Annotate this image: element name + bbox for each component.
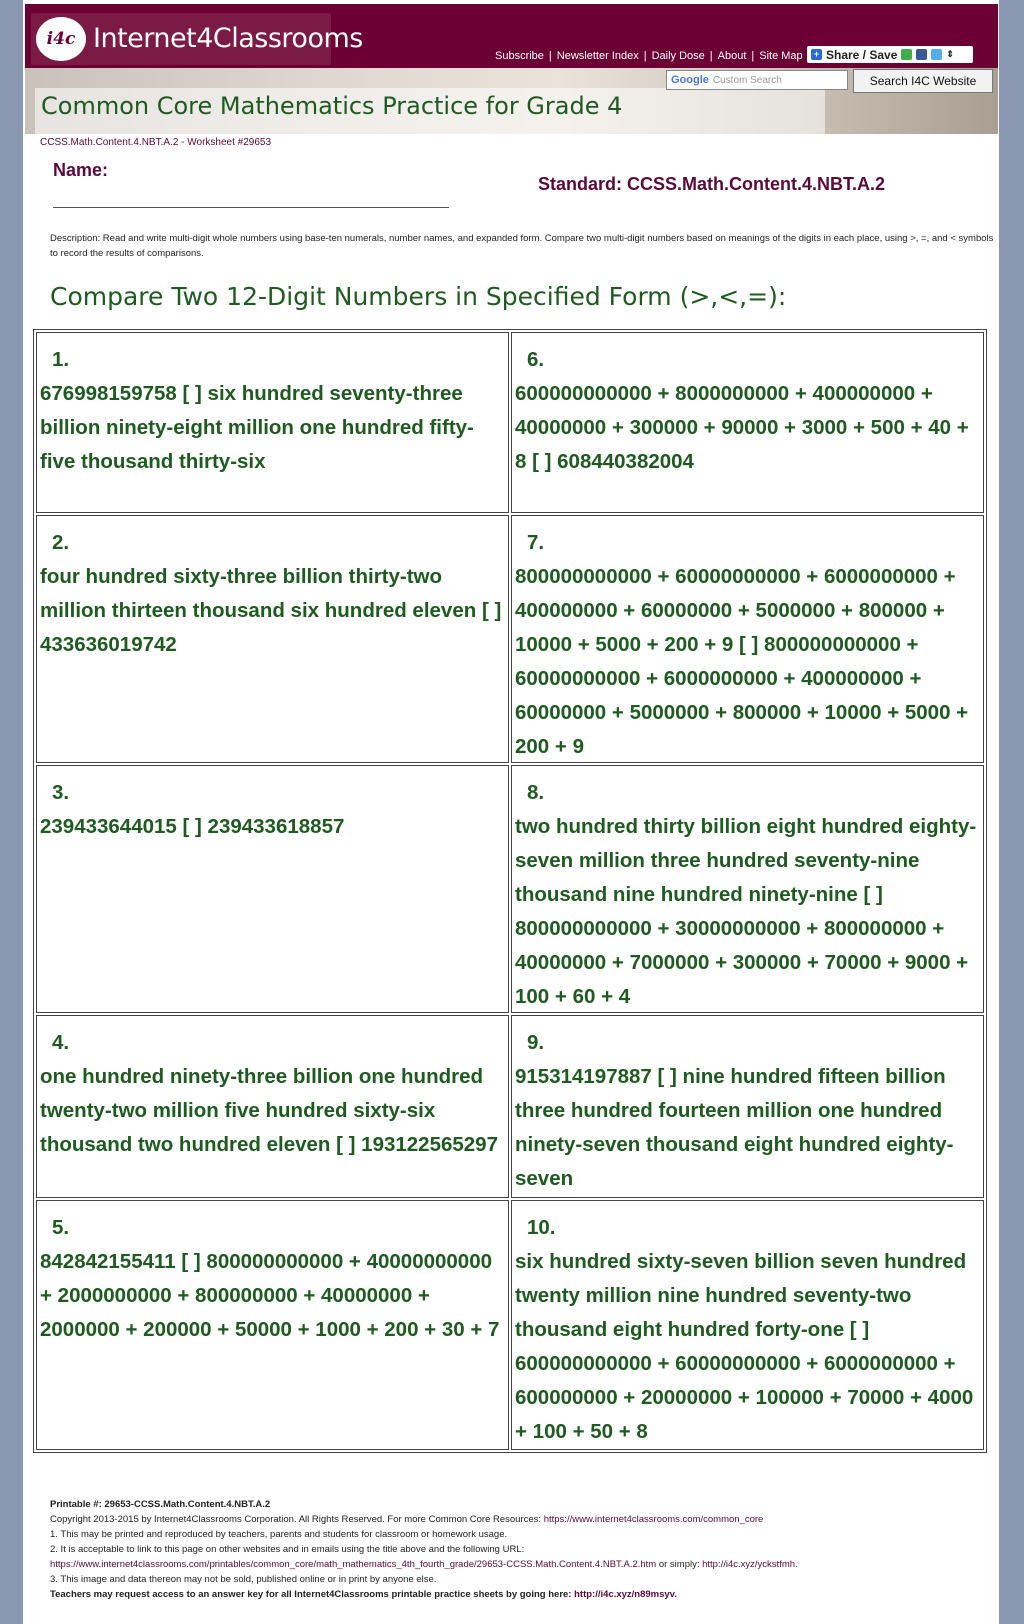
problem-number: 5. xyxy=(52,1216,70,1239)
problem-text: one hundred ninety-three billion one hundred twenty-two million five hundred sixty-six thousand two hundred eleven [ ] 193122565297 xyxy=(40,1065,498,1156)
top-nav xyxy=(495,50,803,62)
page-title: Common Core Mathematics Practice for Grade 4 xyxy=(41,92,623,120)
worksheet-id: CCSS.Math.Content.4.NBT.A.2 - Worksheet #29653 xyxy=(40,137,272,148)
problem-text: 239433644015 [ ] 239433618857 xyxy=(40,815,345,838)
problem-number: 10. xyxy=(527,1216,556,1239)
page-footer xyxy=(50,1497,994,1602)
note-2-urls xyxy=(50,1557,994,1572)
share-label: Share / Save xyxy=(826,47,898,62)
chevron-updown-icon[interactable]: ⇕ xyxy=(946,49,954,59)
share-email-icon[interactable] xyxy=(901,49,912,60)
nav-about[interactable]: About xyxy=(717,50,747,62)
problem-text: 915314197887 [ ] nine hundred fifteen billion three hundred fourteen million one hundred ninety-seven thousand eight hundred eighty-seven xyxy=(515,1065,954,1190)
problem-cell xyxy=(36,1200,509,1450)
problem-text: 676998159758 [ ] six hundred seventy-three billion ninety-eight million one hundred fifty-five thousand thirty-six xyxy=(40,382,474,473)
nav-daily-dose[interactable]: Daily Dose xyxy=(651,50,705,62)
common-core-link[interactable]: https://www.internet4classrooms.com/common_core xyxy=(543,1514,764,1525)
plus-icon: + xyxy=(811,49,822,60)
worksheet-heading: Compare Two 12-Digit Numbers in Specified Form (>,<,=): xyxy=(50,282,787,311)
page-banner xyxy=(25,68,998,134)
answer-key-text: Teachers may request access to an answer key for all Internet4Classrooms printable practice sheets by going here: xyxy=(50,1589,572,1600)
name-line xyxy=(53,207,449,208)
site-header xyxy=(25,4,998,68)
worksheet-url-link[interactable]: https://www.internet4classrooms.com/printables/common_core/math_mathematics_4th_fourth_grade/29653-CCSS.Math.Content.4.NBT.A.2.htm xyxy=(50,1559,657,1570)
problem-cell xyxy=(511,765,984,1013)
problem-cell xyxy=(511,515,984,763)
problem-row xyxy=(36,1015,984,1198)
problem-row xyxy=(36,1200,984,1450)
problem-number: 1. xyxy=(52,348,70,371)
logo-badge: i4c xyxy=(36,17,86,61)
nav-separator: | xyxy=(751,50,755,62)
problem-text: 800000000000 + 60000000000 + 6000000000 + 400000000 + 60000000 + 5000000 + 800000 + 10000 + 5000 + 200 + 9 [ ] 800000000000 + 60000000000 + 6000000000 + 400000000 + 60000000 + 5000000 + 800000 + 10000 + 5000 + 200 + 9 xyxy=(515,565,969,758)
note-2-or: or simply: xyxy=(658,1559,700,1570)
search-button[interactable]: Search I4C Website xyxy=(853,69,993,93)
twitter-icon[interactable] xyxy=(931,49,942,60)
problem-number: 7. xyxy=(527,531,545,554)
answer-key-link[interactable]: http://i4c.xyz/n89msyv. xyxy=(574,1589,677,1600)
problem-cell xyxy=(36,515,509,763)
problem-number: 2. xyxy=(52,531,70,554)
facebook-icon[interactable] xyxy=(916,49,927,60)
short-url-link[interactable]: http://i4c.xyz/yckstfmh. xyxy=(702,1559,798,1570)
problem-number: 8. xyxy=(527,781,545,804)
copyright-line xyxy=(50,1512,994,1527)
answer-key-line xyxy=(50,1587,994,1602)
problem-row xyxy=(36,332,984,513)
problem-row xyxy=(36,765,984,1013)
problem-number: 6. xyxy=(527,348,545,371)
problem-text: six hundred sixty-seven billion seven hundred twenty million nine hundred seventy-two thousand eight hundred forty-one [ ] 600000000000 + 60000000000 + 6000000000 + 600000000 + 20000000 + 100000 + 70000 + 4000 + 100 + 50 + 8 xyxy=(515,1250,974,1443)
note-2: 2. It is acceptable to link to this page on other websites and in emails using the title above and the following URL: xyxy=(50,1544,525,1555)
search-placeholder: Custom Search xyxy=(712,75,782,86)
nav-separator: | xyxy=(709,50,713,62)
problem-number: 4. xyxy=(52,1031,70,1054)
note-3: 3. This image and data thereon may not be sold, published online or in print by anyone else. xyxy=(50,1574,437,1585)
search-input[interactable] xyxy=(666,70,848,90)
problem-text: two hundred thirty billion eight hundred eighty-seven million three hundred seventy-nine thousand nine hundred ninety-nine [ ] 800000000000 + 30000000000 + 800000000 + 40000000 + 7000000 + 300000 + 70000 + 9000 + 100 + 60 + 4 xyxy=(515,815,977,1008)
problem-cell xyxy=(36,1015,509,1198)
problem-grid xyxy=(33,329,987,1453)
problem-cell xyxy=(36,765,509,1013)
problem-cell xyxy=(511,332,984,513)
google-logo: Google xyxy=(671,74,709,86)
note-1: 1. This may be printed and reproduced by teachers, parents and students for classroom or homework usage. xyxy=(50,1529,508,1540)
problem-number: 3. xyxy=(52,781,70,804)
problem-text: four hundred sixty-three billion thirty-two million thirteen thousand six hundred eleven [ ] 433636019742 xyxy=(40,565,502,656)
nav-separator: | xyxy=(643,50,647,62)
problem-row xyxy=(36,515,984,763)
problem-cell xyxy=(36,332,509,513)
problem-text: 600000000000 + 8000000000 + 400000000 + 40000000 + 300000 + 90000 + 3000 + 500 + 40 + 8 [ ] 608440382004 xyxy=(515,382,969,473)
nav-separator: | xyxy=(548,50,552,62)
problem-cell xyxy=(511,1015,984,1198)
name-label: Name: xyxy=(53,160,109,180)
share-save-button[interactable] xyxy=(807,46,973,63)
problem-number: 9. xyxy=(527,1031,545,1054)
nav-subscribe[interactable]: Subscribe xyxy=(495,50,544,62)
site-logo[interactable] xyxy=(31,13,363,65)
problem-cell xyxy=(511,1200,984,1450)
nav-site-map[interactable]: Site Map xyxy=(759,50,803,62)
logo-text: Internet4Classrooms xyxy=(93,23,363,54)
copyright-text: Copyright 2013-2015 by Internet4Classrooms Corporation. All Rights Reserved. For more Common Core Resources: xyxy=(50,1514,542,1525)
standard-label: Standard: CCSS.Math.Content.4.NBT.A.2 xyxy=(538,174,886,194)
description: Description: Read and write multi-digit whole numbers using base-ten numerals, number names, and expanded form. Compare two multi-digit numbers based on meanings of the digits in each place, using >, =, and < symbols to record the results of comparisons. xyxy=(50,233,994,259)
problem-text: 842842155411 [ ] 800000000000 + 40000000000 + 2000000000 + 800000000 + 40000000 + 2000000 + 200000 + 50000 + 1000 + 200 + 30 + 7 xyxy=(40,1250,500,1341)
printable-number: Printable #: 29653-CCSS.Math.Content.4.NBT.A.2 xyxy=(50,1499,271,1510)
nav-newsletter-index[interactable]: Newsletter Index xyxy=(556,50,639,62)
